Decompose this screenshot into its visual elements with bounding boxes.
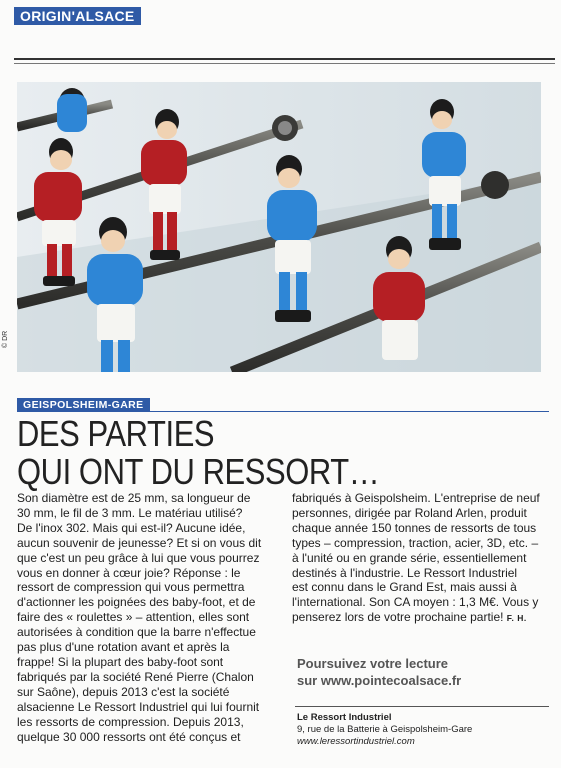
company-name: Le Ressort Industriel — [297, 712, 392, 723]
foosball-photo — [17, 82, 541, 372]
header-rule-thin — [14, 63, 555, 64]
body-line: aucun souvenir de jeunesse? Et si on vous dit — [17, 535, 262, 550]
article-kicker: GEISPOLSHEIM-GARE — [17, 398, 150, 412]
body-line: types – compression, traction, acier, 3D, etc. – — [292, 535, 539, 550]
company-website[interactable]: www.leressortindustriel.com — [297, 736, 415, 747]
body-line: d'actionner les poignées des baby-foot, et de — [17, 595, 256, 610]
header-rule — [14, 58, 555, 60]
headline-line: QUI ONT DU RESSORT… — [17, 451, 380, 492]
section-tag: ORIGIN'ALSACE — [14, 7, 141, 25]
company-info — [297, 712, 472, 748]
photo-credit: © DR — [2, 330, 9, 348]
body-line: sur Saône), depuis 2013 c'est la société — [17, 684, 230, 699]
promo-line: Poursuivez votre lecture — [297, 656, 448, 671]
body-line: destinés à l'industrie. Le Ressort Industriel — [292, 565, 518, 580]
body-line: ressort de compression qui vous permettra — [17, 580, 245, 595]
body-line: frappe! Si la plupart des baby-foot sont — [17, 654, 224, 669]
article-column-right — [292, 491, 550, 626]
body-line: fabriqués à Geispolsheim. L'entreprise de neuf — [292, 491, 540, 505]
article-headline — [17, 415, 473, 491]
headline-line: DES PARTIES — [17, 413, 215, 454]
info-rule — [295, 706, 549, 707]
player-blue-top — [57, 88, 87, 132]
company-address: 9, rue de la Batterie à Geispolsheim-Gare — [297, 724, 473, 735]
body-line: vous en donner à cœur joie? Réponse : le — [17, 565, 241, 580]
body-line: autorisées à condition que la barre n'effectue — [17, 625, 256, 640]
body-line: l'international. Son CA moyen : 1,3 M€. Vous y — [292, 595, 539, 610]
body-line: De l'inox 302. Mais qui est-il? Aucune idée, — [17, 520, 246, 535]
body-line: que c'est un peu grâce à lui que vous pourrez — [17, 550, 260, 565]
body-line: faire des « roulettes » – attention, elles sont — [17, 610, 250, 625]
author-signature: F. H. — [506, 613, 527, 624]
article-column-left — [17, 491, 275, 744]
body-line: alsacienne Le Ressort Industriel qui lui fournit — [17, 699, 260, 714]
body-line: pas plus d'une rotation avant et après la — [17, 640, 230, 655]
body-line-last — [292, 610, 550, 626]
body-line: fabriqués par la société René Pierre (Chalon — [17, 669, 254, 684]
promo-link[interactable]: sur www.pointecoalsace.fr — [297, 673, 462, 688]
body-line: chaque année 150 tonnes de ressorts de tous — [292, 520, 537, 535]
body-line: quelque 30 000 ressorts ont été conçus et — [17, 729, 241, 744]
body-line: est connu dans le Grand Est, mais aussi à — [292, 580, 517, 595]
body-line-text: penserez lors de votre prochaine partie! — [292, 610, 504, 625]
promo-block[interactable] — [297, 655, 461, 689]
kicker-rule — [17, 411, 549, 412]
body-line: les ressorts de compression. Depuis 2013, — [17, 714, 244, 729]
foosball-illustration — [17, 82, 541, 372]
body-line: à l'unité ou en grande série, essentiellement — [292, 550, 527, 565]
body-line: 30 mm, le fil de 3 mm. Le matériau utilisé? — [17, 505, 243, 520]
body-line: personnes, dirigée par Roland Arlen, produit — [292, 505, 527, 520]
body-line: Son diamètre est de 25 mm, sa longueur de — [17, 491, 251, 505]
